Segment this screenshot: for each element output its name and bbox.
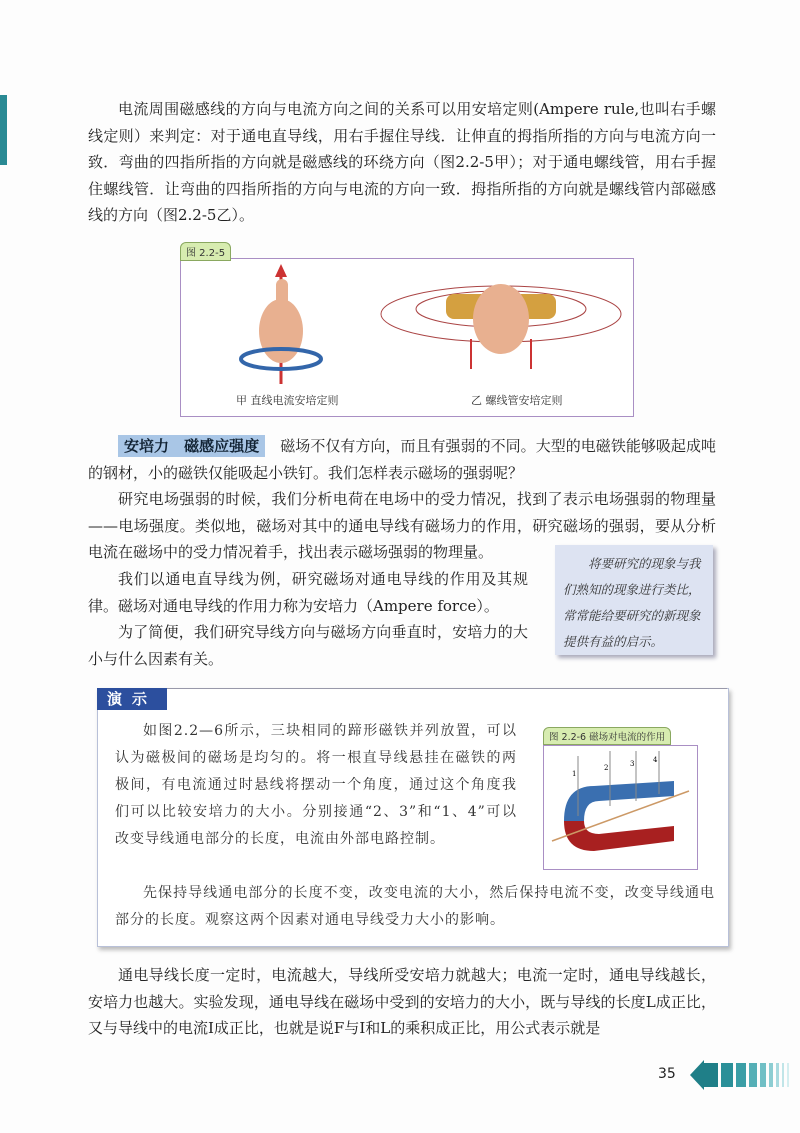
paragraph-text: 磁场不仅有方向，而且有强弱的不同。大型的电磁铁能够吸起成吨的钢材，小的磁铁仅能吸起小铁钉。我们怎样表示磁场的强弱呢？ [88,437,716,482]
demo-title: 演示 [97,688,167,710]
caption-a: 甲 直线电流安培定则 [236,394,339,407]
paragraph-intro [88,433,716,486]
paragraph-ampere-rule: 电流周围磁感线的方向与电流方向之间的关系可以用安培定则(Ampere rule,也叫右手螺线定则）来判定：对于通电直导线，用右手握住导线．让伸直的拇指所指的方向与电流方向一致．弯曲的四指所指的方向就是磁感线的环绕方向（图2.2-5甲）；对于通电螺线管，用右手握住螺线管．让弯曲的四指所指的方向与电流的方向一致．拇指所指的方向就是螺线管内部磁感线的方向（图2.2-5乙）。 [88,100,716,224]
paragraph-analogy: 研究电场强弱的时候，我们分析电荷在电场中的受力情况，找到了表示电场强弱的物理量——电场强度。类似地，磁场对其中的通电导线有磁场力的作用，研究磁场的强弱，要从分析电流在磁场中的受力情况着手，找出表示磁场强弱的物理量。 [88,490,716,561]
page-arrow-decoration [690,1058,800,1092]
paragraph-ampere-force: 我们以通电直导线为例，研究磁场对通电导线的作用及其规律。磁场对通电导线的作用力称为安培力（Ampere force）。 [88,570,528,615]
side-note [555,545,713,655]
demo-divider [167,688,727,689]
figure-2-2-6 [543,732,698,870]
wire-label-4: 4 [653,756,658,764]
horseshoe-magnets-illustration [544,746,697,869]
wire-label-2: 2 [604,764,609,772]
demo-paragraph-1: 如图2.2—6所示，三块相同的蹄形磁铁并列放置，可以认为磁极间的磁场是均匀的。将一根直导线悬挂在磁铁的两极间，有电流通过时悬线将摆动一个角度，通过这个角度我们可以比较安培力的大小。分别接通“2、3”和“1、4”可以改变导线通电部分的长度，电流由外部电路控制。 [115,723,517,847]
figure-tag: 图 2.2-6 磁场对电流的作用 [543,727,671,745]
paragraph-simplify: 为了简便，我们研究导线方向与磁场方向垂直时，安培力的大小与什么因素有关。 [88,623,528,668]
edge-marker [0,95,7,165]
side-note-text: 将要研究的现象与我们熟知的现象进行类比，常常能给要研究的新现象提供有益的启示。 [563,556,701,649]
wire-label-1: 1 [572,770,577,778]
page-number: 35 [658,1066,676,1082]
demo-paragraph-2: 先保持导线通电部分的长度不变，改变电流的大小，然后保持电流不变，改变导线通电部分的长度。观察这两个因素对通电导线受力大小的影响。 [115,885,715,928]
paragraph-conclusion: 通电导线长度一定时，电流越大，导线所受安培力就越大；电流一定时，通电导线越长，安培力也越大。实验发现，通电导线在磁场中受到的安培力的大小，既与导线的长度L成正比，又与导线中的电流I成正比，也就是说F与I和L的乘积成正比，用公式表示就是 [88,966,716,1037]
caption-b: 乙 螺线管安培定则 [471,394,563,407]
hand-solenoid [473,284,529,354]
section-heading: 安培力 磁感应强度 [118,435,265,457]
wire-label-3: 3 [630,760,635,768]
figure-2-2-5 [180,248,634,417]
figure-tag: 图 2.2-5 [180,242,231,261]
